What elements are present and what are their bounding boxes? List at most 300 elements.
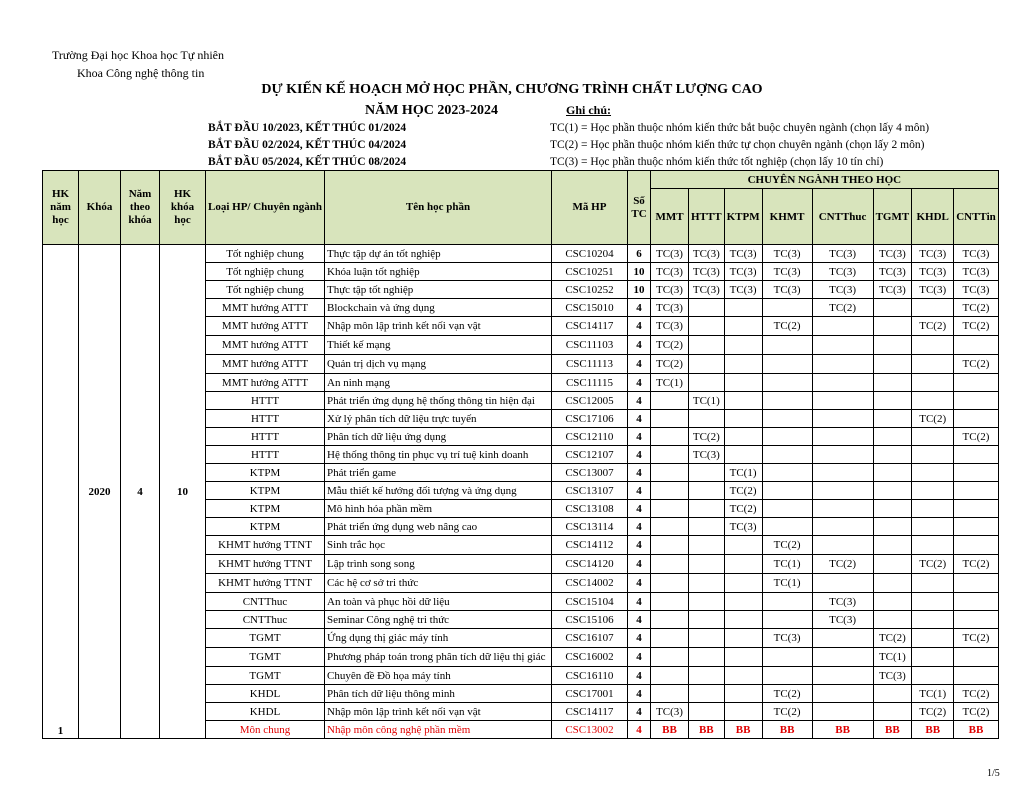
major-cell-ktpm bbox=[724, 392, 762, 410]
major-cell-httt bbox=[689, 355, 725, 374]
major-cell-httt: TC(3) bbox=[689, 281, 725, 299]
credits-cell: 4 bbox=[628, 336, 651, 355]
credits-cell: 4 bbox=[628, 685, 651, 703]
major-cell-khdl bbox=[912, 428, 954, 446]
credits-cell: 4 bbox=[628, 629, 651, 648]
major-header: CNTThuc bbox=[812, 189, 873, 245]
course-name-cell: Mẫu thiết kế hướng đối tượng và ứng dụng bbox=[325, 482, 552, 500]
major-cell-httt bbox=[689, 500, 725, 518]
major-cell-httt bbox=[689, 410, 725, 428]
credits-cell: 4 bbox=[628, 593, 651, 611]
course-name-cell: Mô hình hóa phần mềm bbox=[325, 500, 552, 518]
major-cell-khdl bbox=[912, 355, 954, 374]
major-cell-cnttin bbox=[954, 464, 999, 482]
major-cell-mmt: BB bbox=[651, 721, 689, 739]
major-cell-mmt bbox=[651, 667, 689, 685]
major-cell-khdl bbox=[912, 374, 954, 392]
col-header-ma-hp: Mã HP bbox=[552, 171, 628, 245]
group-nam-theo-khoa: 4 bbox=[121, 245, 160, 739]
major-cell-tgmt bbox=[873, 482, 912, 500]
major-cell-tgmt: TC(3) bbox=[873, 263, 912, 281]
major-cell-tgmt bbox=[873, 611, 912, 629]
major-cell-mmt bbox=[651, 482, 689, 500]
major-cell-khdl: TC(3) bbox=[912, 263, 954, 281]
major-cell-cntthuc: TC(3) bbox=[812, 611, 873, 629]
major-cell-cntthuc bbox=[812, 464, 873, 482]
loai-hp-cell: HTTT bbox=[206, 446, 325, 464]
major-cell-cnttin bbox=[954, 648, 999, 667]
major-cell-ktpm bbox=[724, 555, 762, 574]
major-cell-ktpm bbox=[724, 629, 762, 648]
major-cell-mmt: TC(3) bbox=[651, 245, 689, 263]
course-code-cell: CSC15010 bbox=[552, 299, 628, 317]
course-name-cell: Nhập môn công nghệ phần mềm bbox=[325, 721, 552, 739]
major-cell-mmt bbox=[651, 518, 689, 536]
credits-cell: 4 bbox=[628, 355, 651, 374]
major-cell-khmt bbox=[762, 355, 812, 374]
loai-hp-cell: MMT hướng ATTT bbox=[206, 317, 325, 336]
major-cell-mmt: TC(3) bbox=[651, 281, 689, 299]
course-plan-table bbox=[42, 170, 999, 739]
major-cell-mmt bbox=[651, 536, 689, 555]
major-cell-httt bbox=[689, 464, 725, 482]
course-code-cell: CSC14002 bbox=[552, 574, 628, 593]
major-cell-cnttin: TC(3) bbox=[954, 245, 999, 263]
major-cell-cnttin bbox=[954, 611, 999, 629]
credits-cell: 4 bbox=[628, 555, 651, 574]
major-cell-tgmt bbox=[873, 446, 912, 464]
course-name-cell: Xử lý phân tích dữ liệu trực tuyến bbox=[325, 410, 552, 428]
major-header: TGMT bbox=[873, 189, 912, 245]
major-cell-cntthuc bbox=[812, 648, 873, 667]
major-cell-cnttin bbox=[954, 574, 999, 593]
major-cell-mmt: TC(3) bbox=[651, 703, 689, 721]
major-cell-khdl bbox=[912, 667, 954, 685]
major-cell-tgmt bbox=[873, 336, 912, 355]
major-cell-httt bbox=[689, 555, 725, 574]
major-cell-khmt: TC(3) bbox=[762, 263, 812, 281]
major-cell-tgmt bbox=[873, 392, 912, 410]
course-name-cell: Nhập môn lập trình kết nối vạn vật bbox=[325, 317, 552, 336]
course-code-cell: CSC16107 bbox=[552, 629, 628, 648]
loai-hp-cell: KHMT hướng TTNT bbox=[206, 555, 325, 574]
loai-hp-cell: KHMT hướng TTNT bbox=[206, 574, 325, 593]
table-row bbox=[43, 245, 999, 263]
course-name-cell: Phát triển ứng dụng web nâng cao bbox=[325, 518, 552, 536]
loai-hp-cell: MMT hướng ATTT bbox=[206, 336, 325, 355]
course-name-cell: Các hệ cơ sở tri thức bbox=[325, 574, 552, 593]
major-cell-tgmt bbox=[873, 685, 912, 703]
course-name-cell: Blockchain và ứng dụng bbox=[325, 299, 552, 317]
academic-year: NĂM HỌC 2023-2024 bbox=[365, 103, 498, 118]
loai-hp-cell: Môn chung bbox=[206, 721, 325, 739]
major-cell-cnttin: TC(2) bbox=[954, 299, 999, 317]
major-cell-khmt: TC(2) bbox=[762, 685, 812, 703]
major-cell-httt bbox=[689, 482, 725, 500]
major-cell-khdl bbox=[912, 299, 954, 317]
major-cell-khdl bbox=[912, 464, 954, 482]
major-cell-tgmt bbox=[873, 555, 912, 574]
major-cell-cnttin bbox=[954, 374, 999, 392]
loai-hp-cell: KTPM bbox=[206, 500, 325, 518]
major-cell-cnttin bbox=[954, 500, 999, 518]
major-cell-cntthuc bbox=[812, 629, 873, 648]
course-name-cell: Ứng dụng thị giác máy tính bbox=[325, 629, 552, 648]
major-cell-httt bbox=[689, 703, 725, 721]
major-cell-khdl bbox=[912, 518, 954, 536]
major-cell-cntthuc bbox=[812, 355, 873, 374]
col-header-ten-hp: Tên học phần bbox=[325, 171, 552, 245]
major-cell-tgmt bbox=[873, 410, 912, 428]
major-cell-tgmt bbox=[873, 299, 912, 317]
major-cell-cntthuc bbox=[812, 574, 873, 593]
major-cell-ktpm bbox=[724, 317, 762, 336]
major-cell-cntthuc bbox=[812, 518, 873, 536]
loai-hp-cell: TGMT bbox=[206, 629, 325, 648]
major-cell-khmt bbox=[762, 392, 812, 410]
major-cell-cnttin bbox=[954, 410, 999, 428]
major-cell-khdl: BB bbox=[912, 721, 954, 739]
course-code-cell: CSC12005 bbox=[552, 392, 628, 410]
legend-line: TC(1) = Học phần thuộc nhóm kiến thức bắt buộc chuyên ngành (chọn lấy 4 môn) bbox=[550, 122, 930, 134]
major-cell-khmt bbox=[762, 648, 812, 667]
major-cell-httt: TC(3) bbox=[689, 446, 725, 464]
credits-cell: 4 bbox=[628, 611, 651, 629]
major-cell-khmt: TC(3) bbox=[762, 629, 812, 648]
major-header: KHMT bbox=[762, 189, 812, 245]
major-cell-cntthuc: TC(3) bbox=[812, 263, 873, 281]
major-cell-ktpm bbox=[724, 410, 762, 428]
course-name-cell: Nhập môn lập trình kết nối vạn vật bbox=[325, 703, 552, 721]
major-cell-ktpm bbox=[724, 611, 762, 629]
major-cell-ktpm bbox=[724, 685, 762, 703]
col-header-so-tc: Số TC bbox=[628, 171, 651, 245]
major-cell-httt bbox=[689, 685, 725, 703]
major-cell-khmt bbox=[762, 482, 812, 500]
major-cell-httt bbox=[689, 648, 725, 667]
course-name-cell: Khóa luận tốt nghiệp bbox=[325, 263, 552, 281]
major-cell-cnttin bbox=[954, 482, 999, 500]
major-cell-khdl: TC(1) bbox=[912, 685, 954, 703]
col-header-hk-nam-hoc: HK năm học bbox=[43, 171, 79, 245]
major-cell-khdl bbox=[912, 500, 954, 518]
course-code-cell: CSC13007 bbox=[552, 464, 628, 482]
major-cell-khdl bbox=[912, 536, 954, 555]
major-cell-ktpm: TC(3) bbox=[724, 245, 762, 263]
major-cell-cnttin: TC(2) bbox=[954, 629, 999, 648]
group-hk-khoa-hoc: 10 bbox=[160, 245, 206, 739]
schedule-line: BẮT ĐẦU 02/2024, KẾT THÚC 04/2024 bbox=[208, 139, 407, 151]
major-cell-cntthuc bbox=[812, 392, 873, 410]
loai-hp-cell: KHDL bbox=[206, 703, 325, 721]
major-cell-khmt bbox=[762, 667, 812, 685]
major-cell-mmt: TC(3) bbox=[651, 263, 689, 281]
major-header: HTTT bbox=[689, 189, 725, 245]
major-cell-cnttin bbox=[954, 518, 999, 536]
credits-cell: 4 bbox=[628, 446, 651, 464]
major-cell-mmt bbox=[651, 464, 689, 482]
course-code-cell: CSC11113 bbox=[552, 355, 628, 374]
major-cell-khmt bbox=[762, 518, 812, 536]
credits-cell: 4 bbox=[628, 500, 651, 518]
document-title: DỰ KIẾN KẾ HOẠCH MỞ HỌC PHẦN, CHƯƠNG TRÌNH CHẤT LƯỢNG CAO bbox=[261, 82, 763, 97]
major-cell-tgmt bbox=[873, 536, 912, 555]
major-cell-khmt: TC(2) bbox=[762, 703, 812, 721]
course-code-cell: CSC15104 bbox=[552, 593, 628, 611]
major-cell-tgmt bbox=[873, 574, 912, 593]
major-cell-mmt: TC(2) bbox=[651, 355, 689, 374]
major-cell-ktpm bbox=[724, 355, 762, 374]
major-cell-khmt: TC(1) bbox=[762, 574, 812, 593]
major-cell-cnttin: BB bbox=[954, 721, 999, 739]
major-cell-khmt bbox=[762, 374, 812, 392]
major-cell-cntthuc: TC(2) bbox=[812, 299, 873, 317]
major-cell-tgmt bbox=[873, 593, 912, 611]
major-header: MMT bbox=[651, 189, 689, 245]
major-cell-ktpm bbox=[724, 299, 762, 317]
credits-cell: 4 bbox=[628, 428, 651, 446]
credits-cell: 4 bbox=[628, 482, 651, 500]
major-cell-tgmt: TC(3) bbox=[873, 667, 912, 685]
major-cell-ktpm bbox=[724, 703, 762, 721]
note-label: Ghi chú: bbox=[566, 103, 612, 117]
course-name-cell: Thực tập tốt nghiệp bbox=[325, 281, 552, 299]
course-code-cell: CSC12107 bbox=[552, 446, 628, 464]
course-code-cell: CSC15106 bbox=[552, 611, 628, 629]
credits-cell: 10 bbox=[628, 281, 651, 299]
major-cell-mmt bbox=[651, 446, 689, 464]
faculty-name: Khoa Công nghệ thông tin bbox=[77, 66, 205, 80]
major-cell-httt: TC(2) bbox=[689, 428, 725, 446]
major-cell-mmt bbox=[651, 593, 689, 611]
major-cell-ktpm bbox=[724, 446, 762, 464]
major-cell-cnttin bbox=[954, 536, 999, 555]
major-cell-khmt bbox=[762, 428, 812, 446]
major-cell-khdl bbox=[912, 446, 954, 464]
major-cell-khdl bbox=[912, 482, 954, 500]
major-cell-khdl bbox=[912, 392, 954, 410]
schedule-line: BẮT ĐẦU 05/2024, KẾT THÚC 08/2024 bbox=[208, 156, 407, 168]
major-cell-httt bbox=[689, 593, 725, 611]
course-code-cell: CSC13107 bbox=[552, 482, 628, 500]
major-cell-httt bbox=[689, 611, 725, 629]
major-cell-ktpm: TC(2) bbox=[724, 500, 762, 518]
credits-cell: 4 bbox=[628, 536, 651, 555]
major-cell-ktpm bbox=[724, 593, 762, 611]
major-cell-tgmt bbox=[873, 317, 912, 336]
credits-cell: 4 bbox=[628, 392, 651, 410]
course-code-cell: CSC17001 bbox=[552, 685, 628, 703]
major-cell-tgmt bbox=[873, 518, 912, 536]
major-cell-tgmt: TC(3) bbox=[873, 245, 912, 263]
major-cell-cnttin: TC(2) bbox=[954, 428, 999, 446]
major-cell-khmt bbox=[762, 410, 812, 428]
major-header: KHDL bbox=[912, 189, 954, 245]
major-cell-khdl: TC(3) bbox=[912, 281, 954, 299]
col-header-nam-theo-khoa: Năm theo khóa bbox=[121, 171, 160, 245]
course-name-cell: Quản trị dịch vụ mạng bbox=[325, 355, 552, 374]
group-hk-nam-hoc: 1 bbox=[43, 245, 79, 739]
loai-hp-cell: Tốt nghiệp chung bbox=[206, 263, 325, 281]
major-cell-khmt bbox=[762, 299, 812, 317]
major-cell-khdl: TC(2) bbox=[912, 317, 954, 336]
major-cell-cnttin bbox=[954, 667, 999, 685]
major-cell-mmt bbox=[651, 428, 689, 446]
major-cell-mmt: TC(3) bbox=[651, 317, 689, 336]
major-cell-mmt bbox=[651, 410, 689, 428]
credits-cell: 4 bbox=[628, 648, 651, 667]
credits-cell: 4 bbox=[628, 374, 651, 392]
course-name-cell: Sinh trắc học bbox=[325, 536, 552, 555]
legend-line: TC(2) = Học phần thuộc nhóm kiến thức tự chọn chuyên ngành (chọn lấy 2 môn) bbox=[550, 139, 925, 151]
course-name-cell: An toàn và phục hồi dữ liệu bbox=[325, 593, 552, 611]
major-cell-cnttin: TC(2) bbox=[954, 555, 999, 574]
major-cell-cntthuc bbox=[812, 667, 873, 685]
credits-cell: 4 bbox=[628, 317, 651, 336]
legend-line: TC(3) = Học phần thuộc nhóm kiến thức tốt nghiệp (chọn lấy 10 tín chỉ) bbox=[550, 156, 884, 168]
major-cell-httt: TC(1) bbox=[689, 392, 725, 410]
major-cell-mmt: TC(2) bbox=[651, 336, 689, 355]
major-cell-cntthuc bbox=[812, 410, 873, 428]
major-cell-cnttin bbox=[954, 392, 999, 410]
major-cell-ktpm bbox=[724, 667, 762, 685]
major-cell-khmt bbox=[762, 336, 812, 355]
major-cell-cntthuc bbox=[812, 446, 873, 464]
major-cell-khdl: TC(2) bbox=[912, 555, 954, 574]
major-cell-cnttin: TC(3) bbox=[954, 263, 999, 281]
loai-hp-cell: HTTT bbox=[206, 410, 325, 428]
col-header-hk-khoa-hoc: HK khóa học bbox=[160, 171, 206, 245]
major-cell-khmt: TC(2) bbox=[762, 317, 812, 336]
major-cell-khmt bbox=[762, 593, 812, 611]
major-cell-khdl bbox=[912, 574, 954, 593]
major-cell-cnttin: TC(2) bbox=[954, 685, 999, 703]
major-cell-khdl bbox=[912, 648, 954, 667]
major-cell-ktpm bbox=[724, 574, 762, 593]
major-cell-ktpm bbox=[724, 536, 762, 555]
major-cell-tgmt bbox=[873, 464, 912, 482]
major-cell-cntthuc: BB bbox=[812, 721, 873, 739]
loai-hp-cell: KHMT hướng TTNT bbox=[206, 536, 325, 555]
major-cell-cntthuc bbox=[812, 336, 873, 355]
credits-cell: 4 bbox=[628, 703, 651, 721]
major-cell-ktpm: TC(3) bbox=[724, 281, 762, 299]
major-cell-cntthuc bbox=[812, 374, 873, 392]
major-cell-khmt: TC(1) bbox=[762, 555, 812, 574]
credits-cell: 4 bbox=[628, 518, 651, 536]
major-cell-httt: TC(3) bbox=[689, 263, 725, 281]
major-header: CNTTin bbox=[954, 189, 999, 245]
major-cell-cnttin: TC(2) bbox=[954, 317, 999, 336]
major-cell-mmt: TC(1) bbox=[651, 374, 689, 392]
major-cell-ktpm bbox=[724, 374, 762, 392]
loai-hp-cell: Tốt nghiệp chung bbox=[206, 281, 325, 299]
major-cell-tgmt: TC(2) bbox=[873, 629, 912, 648]
major-cell-cnttin bbox=[954, 446, 999, 464]
loai-hp-cell: TGMT bbox=[206, 667, 325, 685]
credits-cell: 4 bbox=[628, 667, 651, 685]
course-code-cell: CSC10204 bbox=[552, 245, 628, 263]
major-cell-httt bbox=[689, 667, 725, 685]
course-name-cell: Phân tích dữ liệu ứng dụng bbox=[325, 428, 552, 446]
major-cell-mmt bbox=[651, 629, 689, 648]
course-code-cell: CSC12110 bbox=[552, 428, 628, 446]
loai-hp-cell: HTTT bbox=[206, 392, 325, 410]
major-cell-tgmt: TC(3) bbox=[873, 281, 912, 299]
major-cell-httt bbox=[689, 336, 725, 355]
major-cell-ktpm bbox=[724, 428, 762, 446]
major-cell-cntthuc: TC(3) bbox=[812, 245, 873, 263]
major-cell-ktpm: TC(2) bbox=[724, 482, 762, 500]
course-code-cell: CSC13002 bbox=[552, 721, 628, 739]
major-cell-ktpm: TC(1) bbox=[724, 464, 762, 482]
university-name: Trường Đại học Khoa học Tự nhiên bbox=[52, 48, 225, 62]
loai-hp-cell: KTPM bbox=[206, 464, 325, 482]
major-cell-mmt bbox=[651, 685, 689, 703]
major-cell-cntthuc: TC(2) bbox=[812, 555, 873, 574]
major-cell-mmt bbox=[651, 611, 689, 629]
loai-hp-cell: KTPM bbox=[206, 482, 325, 500]
course-name-cell: Hệ thống thông tin phục vụ trí tuệ kinh doanh bbox=[325, 446, 552, 464]
loai-hp-cell: Tốt nghiệp chung bbox=[206, 245, 325, 263]
course-code-cell: CSC11103 bbox=[552, 336, 628, 355]
major-cell-khdl bbox=[912, 336, 954, 355]
major-cell-httt: BB bbox=[689, 721, 725, 739]
credits-cell: 4 bbox=[628, 464, 651, 482]
course-code-cell: CSC10251 bbox=[552, 263, 628, 281]
course-name-cell: Phương pháp toán trong phân tích dữ liệu thị giác bbox=[325, 648, 552, 667]
major-cell-cntthuc bbox=[812, 317, 873, 336]
major-cell-cntthuc bbox=[812, 500, 873, 518]
course-code-cell: CSC16002 bbox=[552, 648, 628, 667]
credits-cell: 10 bbox=[628, 263, 651, 281]
loai-hp-cell: CNTThuc bbox=[206, 593, 325, 611]
major-cell-ktpm: BB bbox=[724, 721, 762, 739]
major-cell-mmt bbox=[651, 392, 689, 410]
credits-cell: 4 bbox=[628, 574, 651, 593]
major-cell-cnttin: TC(3) bbox=[954, 281, 999, 299]
major-cell-tgmt: BB bbox=[873, 721, 912, 739]
loai-hp-cell: KTPM bbox=[206, 518, 325, 536]
loai-hp-cell: MMT hướng ATTT bbox=[206, 299, 325, 317]
major-cell-ktpm bbox=[724, 648, 762, 667]
major-cell-mmt bbox=[651, 500, 689, 518]
course-code-cell: CSC13114 bbox=[552, 518, 628, 536]
course-name-cell: An ninh mạng bbox=[325, 374, 552, 392]
loai-hp-cell: TGMT bbox=[206, 648, 325, 667]
major-cell-httt bbox=[689, 518, 725, 536]
course-code-cell: CSC17106 bbox=[552, 410, 628, 428]
course-name-cell: Lập trình song song bbox=[325, 555, 552, 574]
credits-cell: 6 bbox=[628, 245, 651, 263]
course-name-cell: Phát triển ứng dụng hệ thống thông tin hiện đại bbox=[325, 392, 552, 410]
course-code-cell: CSC14120 bbox=[552, 555, 628, 574]
major-cell-cnttin: TC(2) bbox=[954, 703, 999, 721]
major-cell-httt bbox=[689, 317, 725, 336]
major-cell-cntthuc: TC(3) bbox=[812, 593, 873, 611]
course-name-cell: Chuyên đề Đồ họa máy tính bbox=[325, 667, 552, 685]
major-cell-tgmt: TC(1) bbox=[873, 648, 912, 667]
major-cell-httt: TC(3) bbox=[689, 245, 725, 263]
major-cell-khdl bbox=[912, 611, 954, 629]
course-name-cell: Thiết kế mạng bbox=[325, 336, 552, 355]
course-code-cell: CSC14112 bbox=[552, 536, 628, 555]
major-cell-httt bbox=[689, 574, 725, 593]
major-cell-httt bbox=[689, 629, 725, 648]
major-cell-cntthuc bbox=[812, 428, 873, 446]
major-cell-khmt: TC(3) bbox=[762, 245, 812, 263]
major-cell-tgmt bbox=[873, 428, 912, 446]
